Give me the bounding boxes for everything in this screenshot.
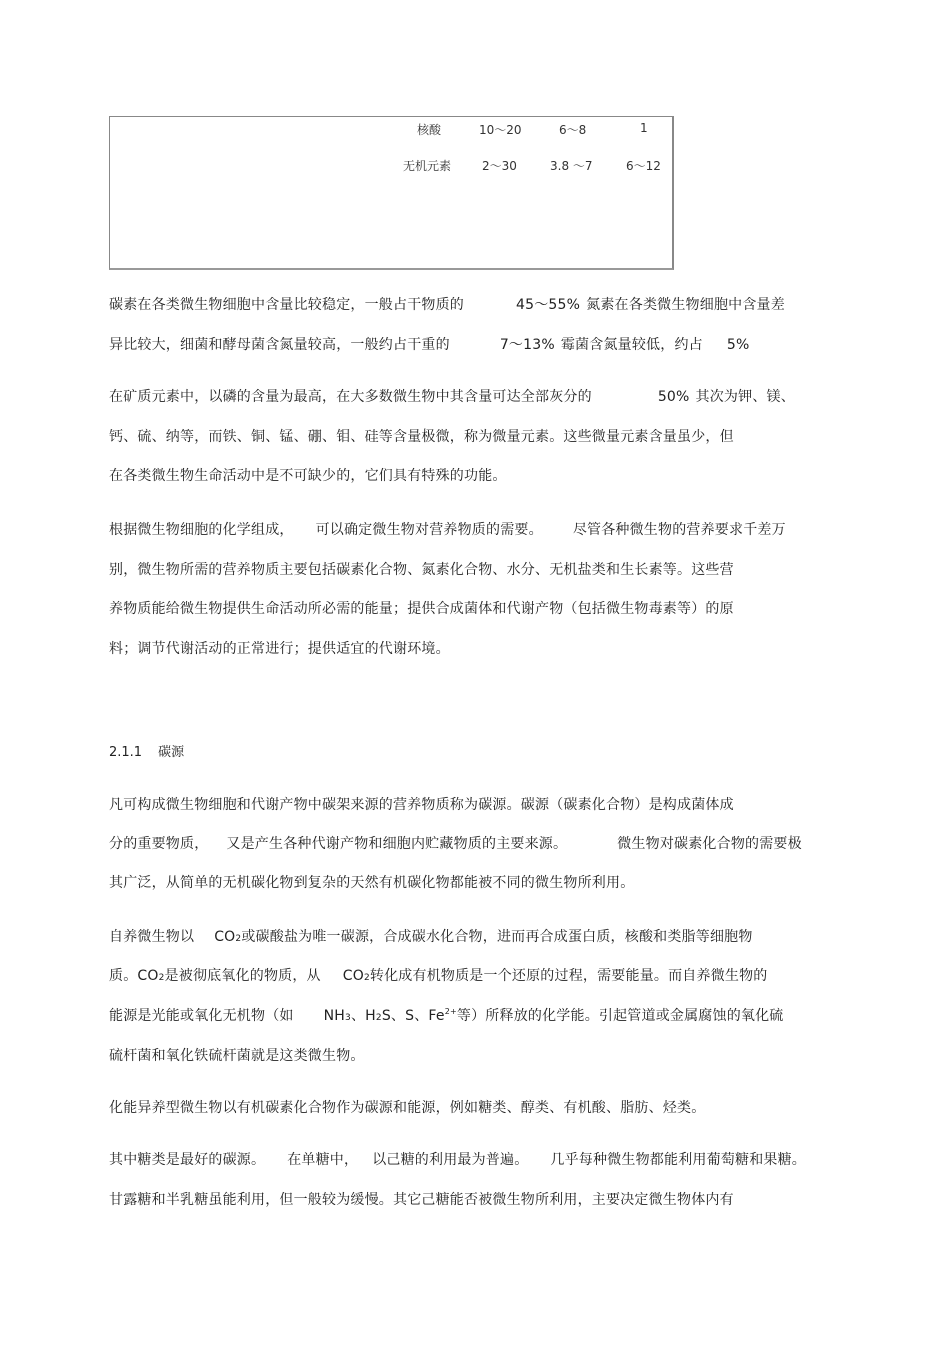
text: CO bbox=[342, 968, 364, 984]
table-cell: 6～12 bbox=[626, 159, 661, 173]
paragraph-line: 化能异养型微生物以有机碳素化合物作为碳源和能源，例如糖类、醇类、有机酸、脂肪、烃类。 bbox=[109, 1100, 706, 1116]
text: 异比较大，细菌和酵母菌含氮量较高，一般约占干重的 bbox=[109, 337, 450, 353]
section-number: 2.1.1 bbox=[109, 745, 143, 760]
text: S、S、Fe bbox=[381, 1008, 445, 1024]
paragraph-line: 料；调节代谢活动的正常进行；提供适宜的代谢环境。 bbox=[109, 641, 450, 657]
superscript: 2+ bbox=[444, 1007, 457, 1016]
paragraph-line: 别，微生物所需的营养物质主要包括碳素化合物、氮素化合物、水分、无机盐类和生长素等。这些营 bbox=[109, 562, 734, 578]
table-cell: 1 bbox=[640, 121, 648, 135]
paragraph-line bbox=[109, 334, 749, 354]
paragraph-line: 自养微生物以 CO2或碳酸盐为唯一碳源，合成碳水化合物，进而再合成蛋白质，核酸和类脂等细胞物 bbox=[109, 929, 753, 945]
paragraph-line: 其广泛，从简单的无机碳化物到复杂的天然有机碳化物都能被不同的微生物所利用。 bbox=[109, 875, 635, 891]
paragraph-line: 能源是光能或氧化无机物（如 NH3、H2S、S、$Fe^{2+}$等）所释放的化学能。引起管道或金属腐蚀的氧化硫 bbox=[109, 1007, 784, 1024]
paragraph-line: 甘露糖和半乳糖虽能利用，但一般较为缓慢。其它己糖能否被微生物所利用，主要决定微生物体内有 bbox=[109, 1192, 734, 1208]
text: 根据微生物细胞的化学组成， bbox=[109, 522, 294, 538]
text: 可以确定微生物对营养物质的需要。 bbox=[315, 522, 543, 538]
paragraph-line: 钙、硫、纳等，而铁、铜、锰、硼、钼、硅等含量极微，称为微量元素。这些微量元素含量虽少，但 bbox=[109, 429, 734, 445]
paragraph-line bbox=[109, 833, 802, 853]
paragraph-line: 养物质能给微生物提供生命活动所必需的能量；提供合成菌体和代谢产物（包括微生物毒素等）的原 bbox=[109, 601, 734, 617]
text: 在矿质元素中，以磷的含量为最高，在大多数微生物中其含量可达全部灰分的 bbox=[109, 389, 592, 405]
text: 能源是光能或氧化无机物（如 bbox=[109, 1008, 294, 1024]
text: 又是产生各种代谢产物和细胞内贮藏物质的主要来源。 bbox=[226, 836, 568, 852]
text: 5% bbox=[726, 337, 750, 353]
paragraph-line: 凡可构成微生物细胞和代谢产物中碳架来源的营养物质称为碳源。碳源（碳素化合物）是构成菌体成 bbox=[109, 797, 734, 813]
paragraph-line bbox=[109, 386, 795, 406]
text: 霉菌含氮量较低，约占 bbox=[560, 337, 703, 353]
text: 、H bbox=[350, 1008, 376, 1024]
section-heading bbox=[109, 741, 184, 760]
table-row-label: 核酸 bbox=[417, 123, 442, 137]
text: NH bbox=[323, 1008, 346, 1024]
text: CO bbox=[137, 968, 159, 984]
table-cell: 2～30 bbox=[482, 159, 517, 173]
table-row-label: 无机元素 bbox=[403, 159, 452, 173]
text: CO bbox=[214, 929, 236, 945]
text: 45～55% bbox=[516, 297, 581, 313]
text: 其次为钾、镁、 bbox=[695, 389, 795, 405]
text: 微生物对碳素化合物的需要极 bbox=[617, 836, 802, 852]
table-cell: 3.8 ～7 bbox=[550, 159, 593, 173]
paragraph-line bbox=[109, 294, 785, 314]
table-cell: 6～8 bbox=[559, 123, 587, 137]
text: 转化成有机物质是一个还原的过程，需要能量。而自养微生物的 bbox=[369, 968, 768, 984]
text: 或碳酸盐为唯一碳源，合成碳水化合物，进而再合成蛋白质，核酸和类脂等细胞物 bbox=[241, 929, 753, 945]
text: 氮素在各类微生物细胞中含量差 bbox=[586, 297, 785, 313]
composition-table bbox=[109, 116, 674, 270]
text: 碳素在各类微生物细胞中含量比较稳定，一般占干物质的 bbox=[109, 297, 464, 313]
text: 是被彻底氧化的物质，从 bbox=[164, 968, 321, 984]
table-cell: 10～20 bbox=[479, 123, 522, 137]
text: 7～13% bbox=[499, 337, 555, 353]
paragraph-line: 在各类微生物生命活动中是不可缺少的，它们具有特殊的功能。 bbox=[109, 468, 507, 484]
text: 在单糖中， bbox=[287, 1152, 359, 1168]
text: 几乎每种微生物都能利用葡萄糖和果糖。 bbox=[550, 1152, 807, 1168]
paragraph-line: 质。CO2是被彻底氧化的物质，从 CO2转化成有机物质是一个还原的过程，需要能量。而自养微生物的 bbox=[109, 968, 768, 984]
text: 其中糖类是最好的碳源。 bbox=[109, 1152, 266, 1168]
paragraph-line bbox=[109, 1149, 806, 1169]
paragraph-line bbox=[109, 519, 786, 539]
text: 质。 bbox=[109, 968, 138, 984]
text: 分的重要物质， bbox=[109, 836, 209, 852]
section-title: 碳源 bbox=[158, 745, 185, 760]
text: 自养微生物以 bbox=[109, 929, 195, 945]
text: 等）所释放的化学能。引起管道或金属腐蚀的氧化硫 bbox=[456, 1008, 784, 1024]
text: 以己糖的利用最为普遍。 bbox=[372, 1152, 529, 1168]
text: 尽管各种微生物的营养要求千差万 bbox=[572, 522, 786, 538]
text: 50% bbox=[657, 389, 690, 405]
paragraph-line: 硫杆菌和氧化铁硫杆菌就是这类微生物。 bbox=[109, 1048, 365, 1064]
